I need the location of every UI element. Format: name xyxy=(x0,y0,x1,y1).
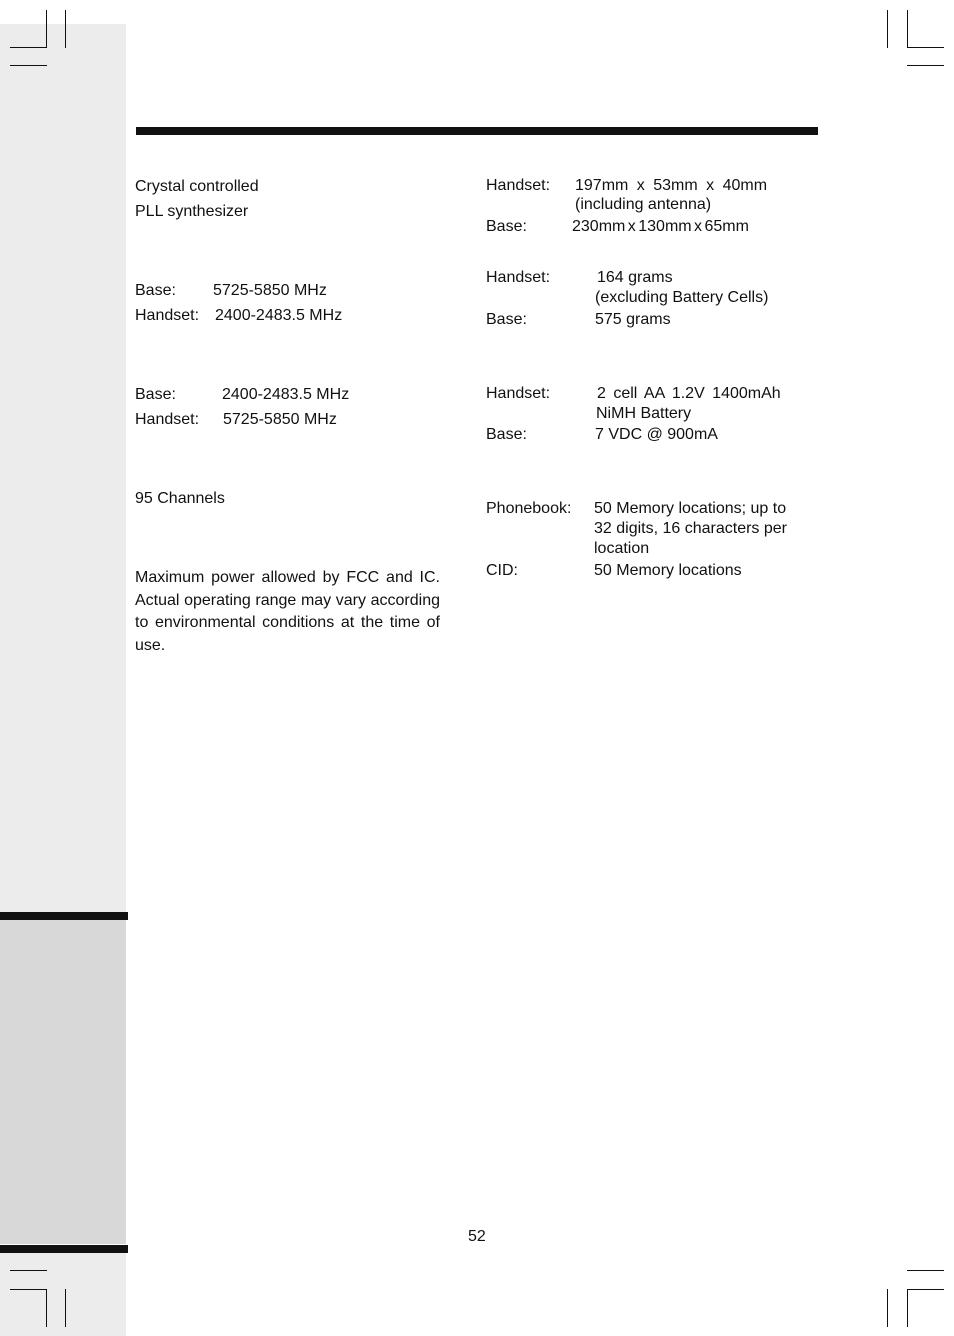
crop-mark xyxy=(907,65,944,66)
weight-base-value: 575 grams xyxy=(595,311,671,328)
weight-handset-note: (excluding Battery Cells) xyxy=(595,289,769,306)
power-handset-label: Handset: xyxy=(486,385,551,402)
memory-phonebook-line3: location xyxy=(594,540,650,557)
weight-base-label: Base: xyxy=(486,311,527,328)
tx-base-value: 5725-5850 MHz xyxy=(213,282,327,299)
crop-mark xyxy=(887,10,888,48)
memory-cid-label: CID: xyxy=(486,562,518,579)
crop-mark xyxy=(10,65,47,66)
crop-mark xyxy=(907,47,944,48)
size-base-value: 230mm x 130mm x 65mm xyxy=(572,218,749,235)
oscillator-line1: Crystal controlled xyxy=(135,178,259,195)
power-handset-value: 2 cell AA 1.2V 1400mAh xyxy=(597,385,781,402)
size-handset-value: 197mm x 53mm x 40mm xyxy=(575,177,768,194)
power-handset-note: NiMH Battery xyxy=(596,405,692,422)
crop-mark xyxy=(907,1270,944,1271)
size-base-label: Base: xyxy=(486,218,527,235)
crop-mark xyxy=(907,1289,944,1290)
tx-base-label: Base: xyxy=(135,282,176,299)
rx-handset-value: 5725-5850 MHz xyxy=(223,411,337,428)
tx-handset-value: 2400-2483.5 MHz xyxy=(215,307,343,324)
weight-handset-label: Handset: xyxy=(486,269,551,286)
side-bar-lower xyxy=(0,1245,128,1253)
memory-phonebook-line2: 32 digits, 16 characters per xyxy=(594,520,787,537)
rx-handset-label: Handset: xyxy=(135,411,200,428)
header-rule xyxy=(136,127,818,135)
memory-phonebook-line1: 50 Memory locations; up to xyxy=(594,500,787,517)
side-strip-bottom xyxy=(0,1253,126,1336)
crop-mark xyxy=(46,1289,47,1327)
crop-mark xyxy=(907,10,908,48)
rx-base-label: Base: xyxy=(135,386,176,403)
side-bar-upper xyxy=(0,912,128,920)
side-strip xyxy=(0,24,126,912)
crop-mark xyxy=(10,47,47,48)
range-paragraph: Maximum power allowed by FCC and IC. Actual operating range may vary according to environmental conditions at the time of use. xyxy=(135,569,440,654)
crop-mark xyxy=(65,10,66,48)
power-base-label: Base: xyxy=(486,426,527,443)
crop-mark xyxy=(10,1289,47,1290)
memory-cid-value: 50 Memory locations xyxy=(594,562,742,579)
crop-mark xyxy=(887,1289,888,1327)
size-handset-label: Handset: xyxy=(486,177,551,194)
oscillator-line2: PLL synthesizer xyxy=(135,203,249,220)
side-tab xyxy=(0,920,126,1244)
crop-mark xyxy=(46,10,47,48)
power-base-value: 7 VDC @ 900mA xyxy=(595,426,718,443)
crop-mark xyxy=(907,1289,908,1327)
weight-handset-value: 164 grams xyxy=(597,269,673,286)
tx-handset-label: Handset: xyxy=(135,307,200,324)
rx-base-value: 2400-2483.5 MHz xyxy=(222,386,350,403)
page-number: 52 xyxy=(468,1228,486,1245)
crop-mark xyxy=(10,1270,47,1271)
size-handset-note: (including antenna) xyxy=(575,196,712,213)
memory-phonebook-label: Phonebook: xyxy=(486,500,572,517)
channels-text: 95 Channels xyxy=(135,490,225,507)
crop-mark xyxy=(65,1289,66,1327)
